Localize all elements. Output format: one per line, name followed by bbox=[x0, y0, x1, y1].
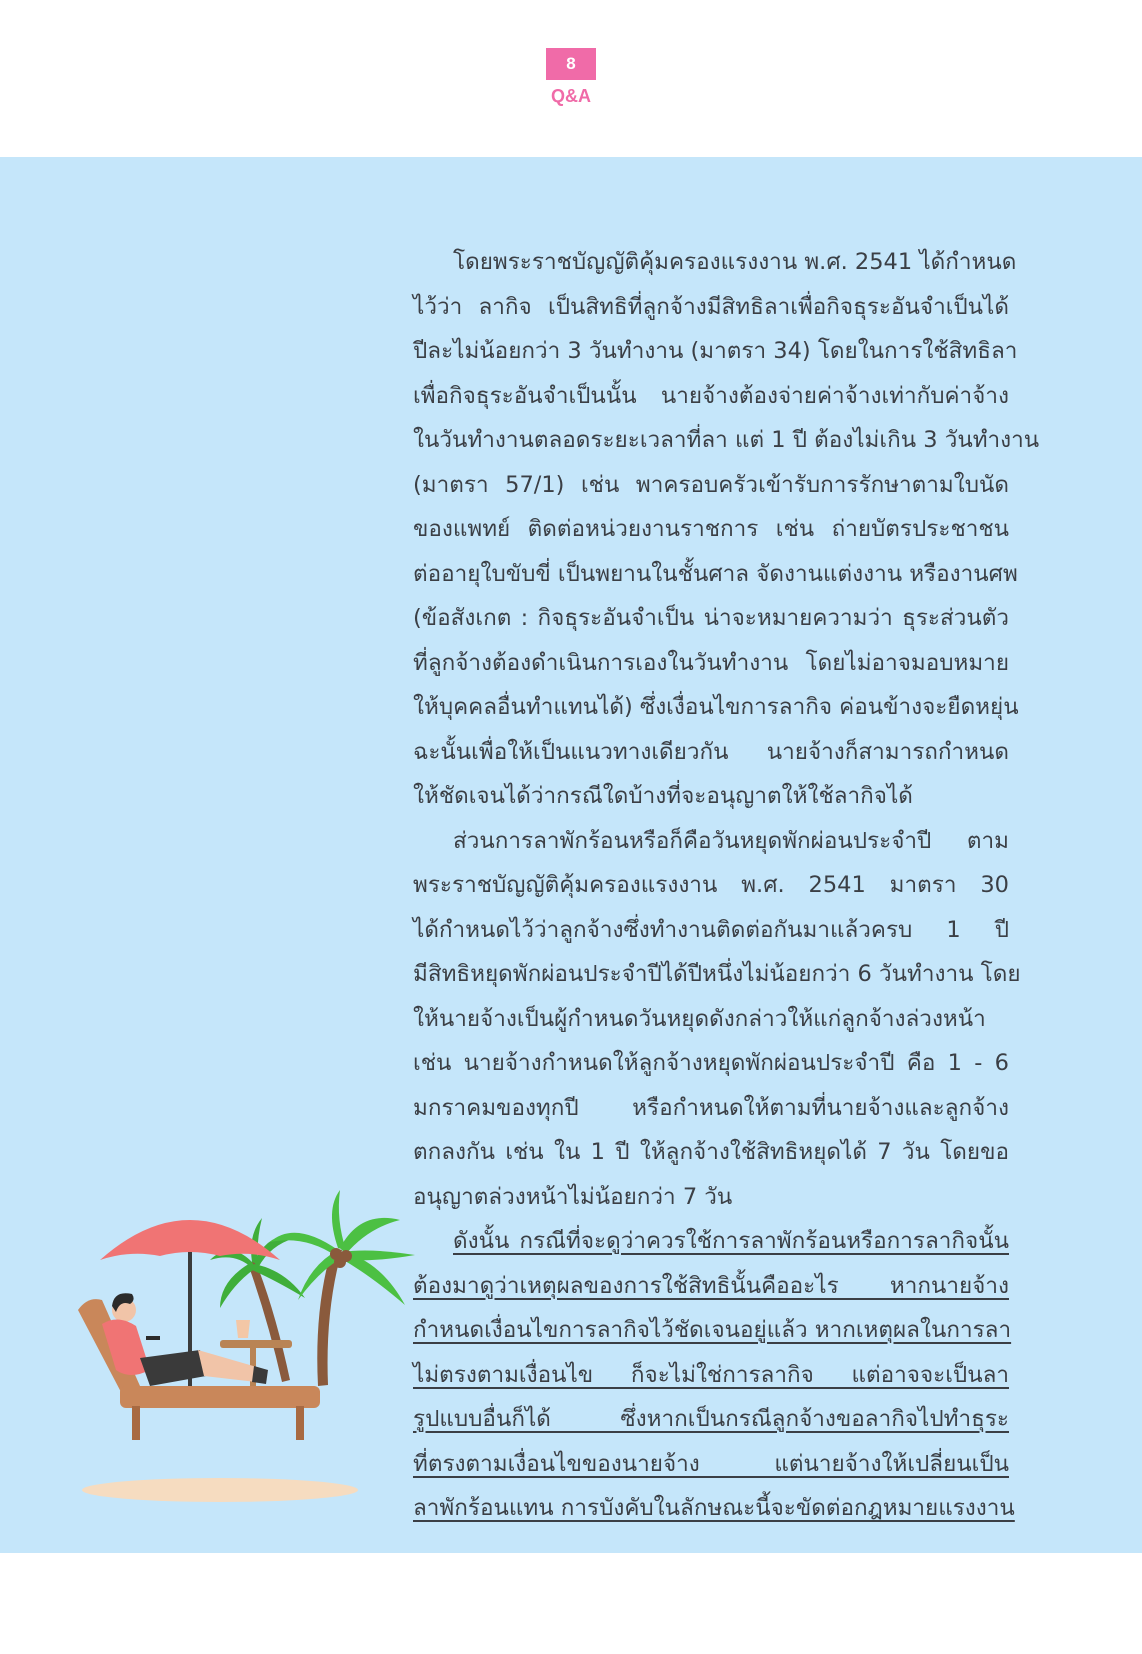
paragraph-annual-leave bbox=[413, 819, 1021, 1220]
text-line: ได้กำหนดไว้ว่าลูกจ้างซึ่งทำงานติดต่อกันมาแล้วครบ 1 ปี bbox=[413, 916, 1009, 943]
phone-icon bbox=[146, 1336, 160, 1340]
text-line: ดังนั้น กรณีที่จะดูว่าควรใช้การลาพักร้อนหรือการลากิจนั้น bbox=[453, 1228, 1009, 1254]
text-line: ปีละไม่น้อยกว่า 3 วันทำงาน (มาตรา 34) โดยในการใช้สิทธิลา bbox=[413, 338, 1018, 364]
text-line: ลาพักร้อนแทน การบังคับในลักษณะนี้จะขัดต่อกฎหมายแรงงาน bbox=[413, 1495, 1015, 1521]
text-line: ฉะนั้นเพื่อให้เป็นแนวทางเดียวกัน นายจ้างก็สามารถกำหนด bbox=[413, 738, 1009, 765]
section-label: Q&A bbox=[551, 86, 591, 106]
text-line: ส่วนการลาพักร้อนหรือก็คือวันหยุดพักผ่อนประจำปี ตาม bbox=[453, 827, 1009, 854]
person-shoe bbox=[252, 1366, 268, 1384]
side-table-top bbox=[220, 1340, 292, 1348]
lounge-chair-seat bbox=[120, 1386, 320, 1408]
umbrella-pole bbox=[188, 1252, 192, 1402]
text-line: ในวันทำงานตลอดระยะเวลาที่ลา แต่ 1 ปี ต้องไม่เกิน 3 วันทำงาน bbox=[413, 427, 1040, 453]
text-line: ไม่ตรงตามเงื่อนไข ก็จะไม่ใช่การลากิจ แต่อาจจะเป็นลา bbox=[413, 1361, 1009, 1388]
beach-relax-illustration bbox=[70, 1190, 430, 1510]
text-line: ต้องมาดูว่าเหตุผลของการใช้สิทธินั้นคืออะไร หากนายจ้าง bbox=[413, 1272, 1009, 1299]
text-line: มีสิทธิหยุดพักผ่อนประจำปีได้ปีหนึ่งไม่น้อยกว่า 6 วันทำงาน โดย bbox=[413, 961, 1021, 987]
text-line: ที่ลูกจ้างต้องดำเนินการเองในวันทำงาน โดยไม่อาจมอบหมาย bbox=[413, 649, 1009, 676]
text-line: อนุญาตล่วงหน้าไม่น้อยกว่า 7 วัน bbox=[413, 1183, 733, 1210]
text-line: ตกลงกัน เช่น ใน 1 ปี ให้ลูกจ้างใช้สิทธิหยุดได้ 7 วัน โดยขอ bbox=[413, 1139, 1009, 1165]
text-line: ของแพทย์ ติดต่อหน่วยงานราชการ เช่น ถ่ายบัตรประชาชน bbox=[413, 516, 1009, 542]
text-line: (ข้อสังเกต : กิจธุระอันจำเป็น น่าจะหมายความว่า ธุระส่วนตัว bbox=[413, 605, 1009, 631]
cup-icon bbox=[236, 1320, 250, 1338]
text-line: ไว้ว่า ลากิจ เป็นสิทธิที่ลูกจ้างมีสิทธิลาเพื่อกิจธุระอันจำเป็นได้ bbox=[413, 293, 1009, 320]
paragraph-conclusion-underlined bbox=[413, 1219, 1015, 1531]
sand-patch bbox=[82, 1478, 358, 1502]
text-line: ต่ออายุใบขับขี่ เป็นพยานในชั้นศาล จัดงานแต่งงาน หรืองานศพ bbox=[413, 560, 1018, 587]
text-line: ให้ชัดเจนได้ว่ากรณีใดบ้างที่จะอนุญาตให้ใช้ลากิจได้ bbox=[413, 783, 913, 809]
text-line: มกราคมของทุกปี หรือกำหนดให้ตามที่นายจ้างและลูกจ้าง bbox=[413, 1094, 1009, 1121]
paragraph-personal-leave bbox=[413, 240, 1040, 819]
text-line: ให้นายจ้างเป็นผู้กำหนดวันหยุดดังกล่าวให้แก่ลูกจ้างล่วงหน้า bbox=[413, 1005, 986, 1032]
article-body bbox=[413, 240, 1040, 1531]
text-line: โดยพระราชบัญญัติคุ้มครองแรงงาน พ.ศ. 2541 ได้กำหนด bbox=[453, 249, 1017, 275]
text-line: ที่ตรงตามเงื่อนไขของนายจ้าง แต่นายจ้างให้เปลี่ยนเป็น bbox=[413, 1450, 1009, 1477]
text-line: (มาตรา 57/1) เช่น พาครอบครัวเข้ารับการรักษาตามใบนัด bbox=[413, 471, 1009, 498]
text-line: ให้บุคคลอื่นทำแทนได้) ซึ่งเงื่อนไขการลากิจ ค่อนข้างจะยืดหยุ่น bbox=[413, 694, 1019, 720]
text-line: เช่น นายจ้างกำหนดให้ลูกจ้างหยุดพักผ่อนประจำปี คือ 1 - 6 bbox=[413, 1050, 1009, 1076]
text-line: เพื่อกิจธุระอันจำเป็นนั้น นายจ้างต้องจ่ายค่าจ้างเท่ากับค่าจ้าง bbox=[413, 382, 1009, 409]
text-line: พระราชบัญญัติคุ้มครองแรงงาน พ.ศ. 2541 มาตรา 30 bbox=[413, 872, 1009, 898]
person-shorts bbox=[140, 1350, 206, 1386]
text-line: รูปแบบอื่นก็ได้ ซึ่งหากเป็นกรณีลูกจ้างขอลากิจไปทำธุระ bbox=[413, 1406, 1009, 1432]
lounge-chair-leg-right bbox=[296, 1406, 304, 1440]
lounge-chair-leg-left bbox=[132, 1406, 140, 1440]
text-line: กำหนดเงื่อนไขการลากิจไว้ชัดเจนอยู่แล้ว หากเหตุผลในการลา bbox=[413, 1317, 1012, 1343]
page-number-badge: 8 bbox=[546, 48, 596, 80]
